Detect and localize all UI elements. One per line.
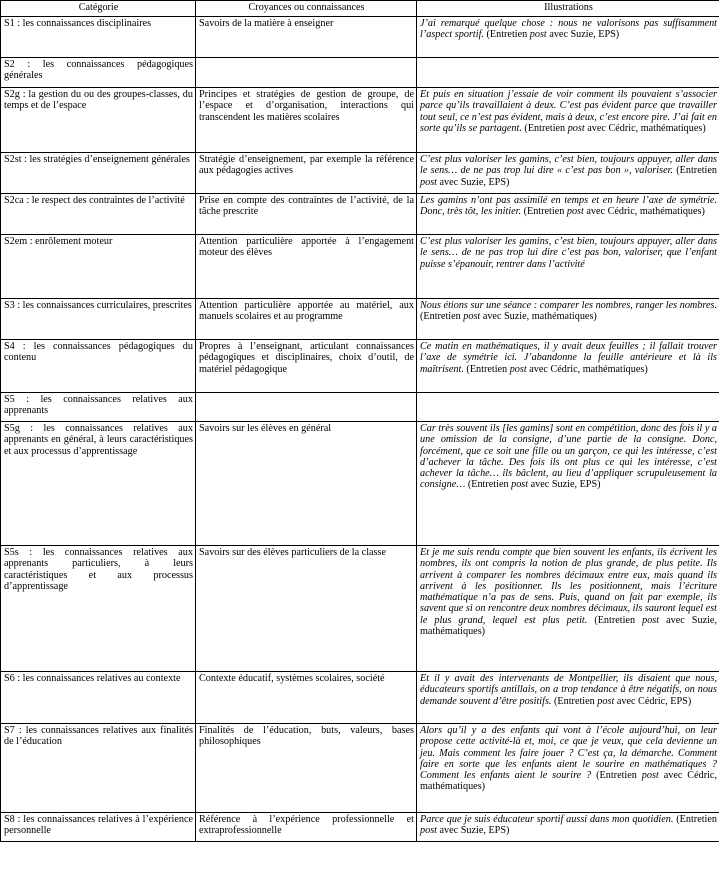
belief-cell: Savoirs de la matière à enseigner: [196, 17, 417, 58]
header-beliefs: Croyances ou connaissances: [196, 1, 417, 17]
table-row: [1, 393, 719, 422]
illustration-quote: Nous étions sur une séance : comparer les nombres, ranger les nombres.: [420, 300, 717, 311]
source-suffix: avec Cédric, mathématiques): [420, 770, 717, 793]
belief-cell: Attention particulière apportée à l’engagement moteur des élèves: [196, 235, 417, 299]
source-post: post: [420, 825, 437, 837]
table-row: [1, 546, 719, 672]
source-post: post: [641, 770, 659, 782]
category-cell: S3 : les connaissances curriculaires, prescrites: [1, 299, 196, 340]
illustration-cell: [417, 393, 719, 422]
header-illustrations: Illustrations: [417, 1, 719, 17]
illustration-cell: [417, 194, 719, 235]
category-cell: S2 : les connaissances pédagogiques générales: [1, 58, 196, 88]
source-prefix: (Entretien: [551, 695, 598, 707]
illustration-quote: Et il y avait des intervenants de Montpellier, ils disaient que nous, éducateurs sportifs antillais, on a trop tendance à être négatifs, on nous demande souvent d’être positifs.: [420, 673, 717, 707]
table-row: [1, 422, 719, 546]
category-cell: S2g : la gestion du ou des groupes-classes, du temps et de l’espace: [1, 88, 196, 153]
belief-cell: Attention particulière apportée au matériel, aux manuels scolaires et au programme: [196, 299, 417, 340]
source-prefix: (Entretien: [420, 311, 464, 323]
belief-cell: Propres à l’enseignant, articulant connaissances pédagogiques et disciplinaires, choix d’outil, de matériel pédagogique: [196, 340, 417, 393]
source-suffix: avec Suzie, EPS): [528, 479, 601, 491]
table-row: [1, 88, 719, 153]
illustration-quote: Et je me suis rendu compte que bien souvent les enfants, ils écrivent les nombres, ils ont compris la notion de plus grande, de plus petite. Ils arrivent à comparer les nombres décimaux entre eux, mais quand ils arrivent à les positionner. Ils les positionnent, mais l’écriture mathématique n’a pas de sens. Puis, quand on fait par exemple, ils savent que si on rencontre deux nombres décimaux, ils sauront lequel est le plus grand, lequel est plus petit.: [420, 547, 717, 626]
illustration-cell: [417, 724, 719, 813]
source-suffix: avec Suzie, mathématiques): [480, 311, 597, 323]
source-prefix: (Entretien: [587, 614, 643, 626]
table-row: [1, 235, 719, 299]
source-prefix: (Entretien: [672, 165, 717, 177]
source-post: post: [642, 614, 660, 626]
table-row: [1, 153, 719, 194]
illustration-quote: Et puis en situation j’essaie de voir comment ils pouvaient s’associer parce qu’ils travaillaient à deux. C’est pas évident parce que travailler tout seul, ce n’est pas évident, mais à deux, c’est encore pire. J’ai fait en sorte qu’ils se partagent.: [420, 89, 717, 134]
source-suffix: avec Suzie, mathématiques): [420, 614, 717, 638]
illustration-cell: [417, 58, 719, 88]
illustration-cell: [417, 422, 719, 546]
category-cell: S2em : enrôlement moteur: [1, 235, 196, 299]
belief-cell: Savoirs sur des élèves particuliers de la classe: [196, 546, 417, 672]
illustration-cell: [417, 813, 719, 842]
illustration-quote: J’ai remarqué quelque chose : nous ne valorisons pas suffisamment l’aspect sportif.: [420, 18, 717, 41]
table-row: [1, 813, 719, 842]
illustration-quote: Alors qu’il y a des enfants qui vont à l’école aujourd’hui, on leur propose cette activité-là et, moi, ce que je veux, que cela devienne un jeu. Mais comment les faire jouer ? C’est ça, la démarche. Comment faire en sorte que les enfants aient le sourire en mathématiques ? Comment les enfants aient le sourire ?: [420, 725, 717, 782]
illustration-quote: Parce que je suis éducateur sportif aussi dans mon quotidien.: [420, 814, 674, 825]
source-prefix: (Entretien: [465, 479, 512, 491]
source-suffix: avec Cédric, mathématiques): [526, 363, 648, 375]
belief-cell: Contexte éducatif, systèmes scolaires, société: [196, 672, 417, 724]
belief-cell: Savoirs sur les élèves en général: [196, 422, 417, 546]
source-post: post: [566, 206, 584, 218]
illustration-cell: [417, 88, 719, 153]
source-post: post: [529, 29, 547, 41]
illustration-cell: [417, 546, 719, 672]
category-cell: S5g : les connaissances relatives aux apprenants en général, à leurs caractéristiques et aux processus d’apprentissage: [1, 422, 196, 546]
illustration-cell: [417, 672, 719, 724]
source-post: post: [420, 176, 437, 188]
category-cell: S2ca : le respect des contraintes de l’activité: [1, 194, 196, 235]
source-suffix: avec Cédric, mathématiques): [583, 206, 705, 218]
illustration-quote: Les gamins n’ont pas assimilé en temps et en heure l’axe de symétrie. Donc, très tôt, les initier.: [420, 195, 717, 218]
source-prefix: (Entretien: [591, 770, 642, 782]
source-post: post: [511, 479, 529, 491]
source-suffix: avec Suzie, EPS): [436, 825, 510, 837]
source-post: post: [463, 311, 481, 323]
category-cell: S5 : les connaissances relatives aux apprenants: [1, 393, 196, 422]
source-suffix: avec Cédric, EPS): [614, 695, 692, 707]
category-cell: S4 : les connaissances pédagogiques du contenu: [1, 340, 196, 393]
table-row: [1, 58, 719, 88]
source-suffix: avec Suzie, EPS): [546, 29, 620, 41]
category-cell: S2st : les stratégies d’enseignement générales: [1, 153, 196, 194]
table-header-row: [1, 1, 719, 17]
source-prefix: (Entretien: [673, 814, 717, 825]
illustration-quote: Car très souvent ils [les gamins] sont en compétition, donc des fois il y a une omission de la consigne, d’une partie de la consigne. Donc, forcément, que ce soit une fille ou un garçon, ce qui les intéresse, c’est d’achever la tâche. Des fois ils ont plus ce qui les intéresse, c’est achever la tâche… ils bâclent, au lieu d’appliquer scrupuleusement la consigne…: [420, 423, 717, 491]
table-row: [1, 194, 719, 235]
table-row: [1, 724, 719, 813]
illustration-cell: [417, 17, 719, 58]
belief-cell: Référence à l’expérience professionnelle et extraprofessionnelle: [196, 813, 417, 842]
belief-cell: Finalités de l’éducation, buts, valeurs, bases philosophiques: [196, 724, 417, 813]
category-cell: S6 : les connaissances relatives au contexte: [1, 672, 196, 724]
illustration-cell: [417, 153, 719, 194]
source-post: post: [509, 363, 527, 375]
category-cell: S1 : les connaissances disciplinaires: [1, 17, 196, 58]
illustration-cell: [417, 235, 719, 299]
illustration-quote: Ce matin en mathématiques, il y avait deux feuilles ; il fallait trouver l’axe de symétrie ici. J’abandonne la feuille antérieure et là ils maîtrisent.: [420, 341, 717, 375]
belief-cell: [196, 393, 417, 422]
category-cell: S5s : les connaissances relatives aux apprenants particuliers, à leurs caractéristiques et aux processus d’apprentissage: [1, 546, 196, 672]
header-category: Catégorie: [1, 1, 196, 17]
source-prefix: (Entretien: [521, 206, 567, 218]
belief-cell: [196, 58, 417, 88]
table-body: [1, 17, 719, 842]
source-prefix: (Entretien: [463, 363, 510, 375]
table-row: [1, 340, 719, 393]
category-cell: S7 : les connaissances relatives aux finalités de l’éducation: [1, 724, 196, 813]
table-row: [1, 672, 719, 724]
source-prefix: (Entretien: [521, 122, 568, 134]
source-suffix: avec Cédric, mathématiques): [584, 122, 706, 134]
table-row: [1, 17, 719, 58]
illustration-cell: [417, 299, 719, 340]
source-post: post: [567, 122, 585, 134]
illustration-cell: [417, 340, 719, 393]
source-prefix: (Entretien: [483, 29, 530, 41]
belief-cell: Principes et stratégies de gestion de groupe, de l’espace et d’organisation, interactions qui transcendent les matières scolaires: [196, 88, 417, 153]
category-cell: S8 : les connaissances relatives à l’expérience personnelle: [1, 813, 196, 842]
belief-cell: Stratégie d’enseignement, par exemple la référence aux pédagogies actives: [196, 153, 417, 194]
illustration-quote: C’est plus valoriser les gamins, c’est bien, toujours appuyer, aller dans le sens… de ne pas trop lui dire c’est pas bon, valoriser, que l’enfant puisse s’épanouir, rentrer dans l’activité: [420, 236, 717, 270]
belief-cell: Prise en compte des contraintes de l’activité, de la tâche prescrite: [196, 194, 417, 235]
illustration-quote: C’est plus valoriser les gamins, c’est bien, toujours appuyer, aller dans le sens… de ne pas trop lui dire « c’est pas bon », valoriser.: [420, 154, 717, 177]
table-row: [1, 299, 719, 340]
source-post: post: [597, 695, 615, 707]
source-suffix: avec Suzie, EPS): [436, 176, 510, 188]
